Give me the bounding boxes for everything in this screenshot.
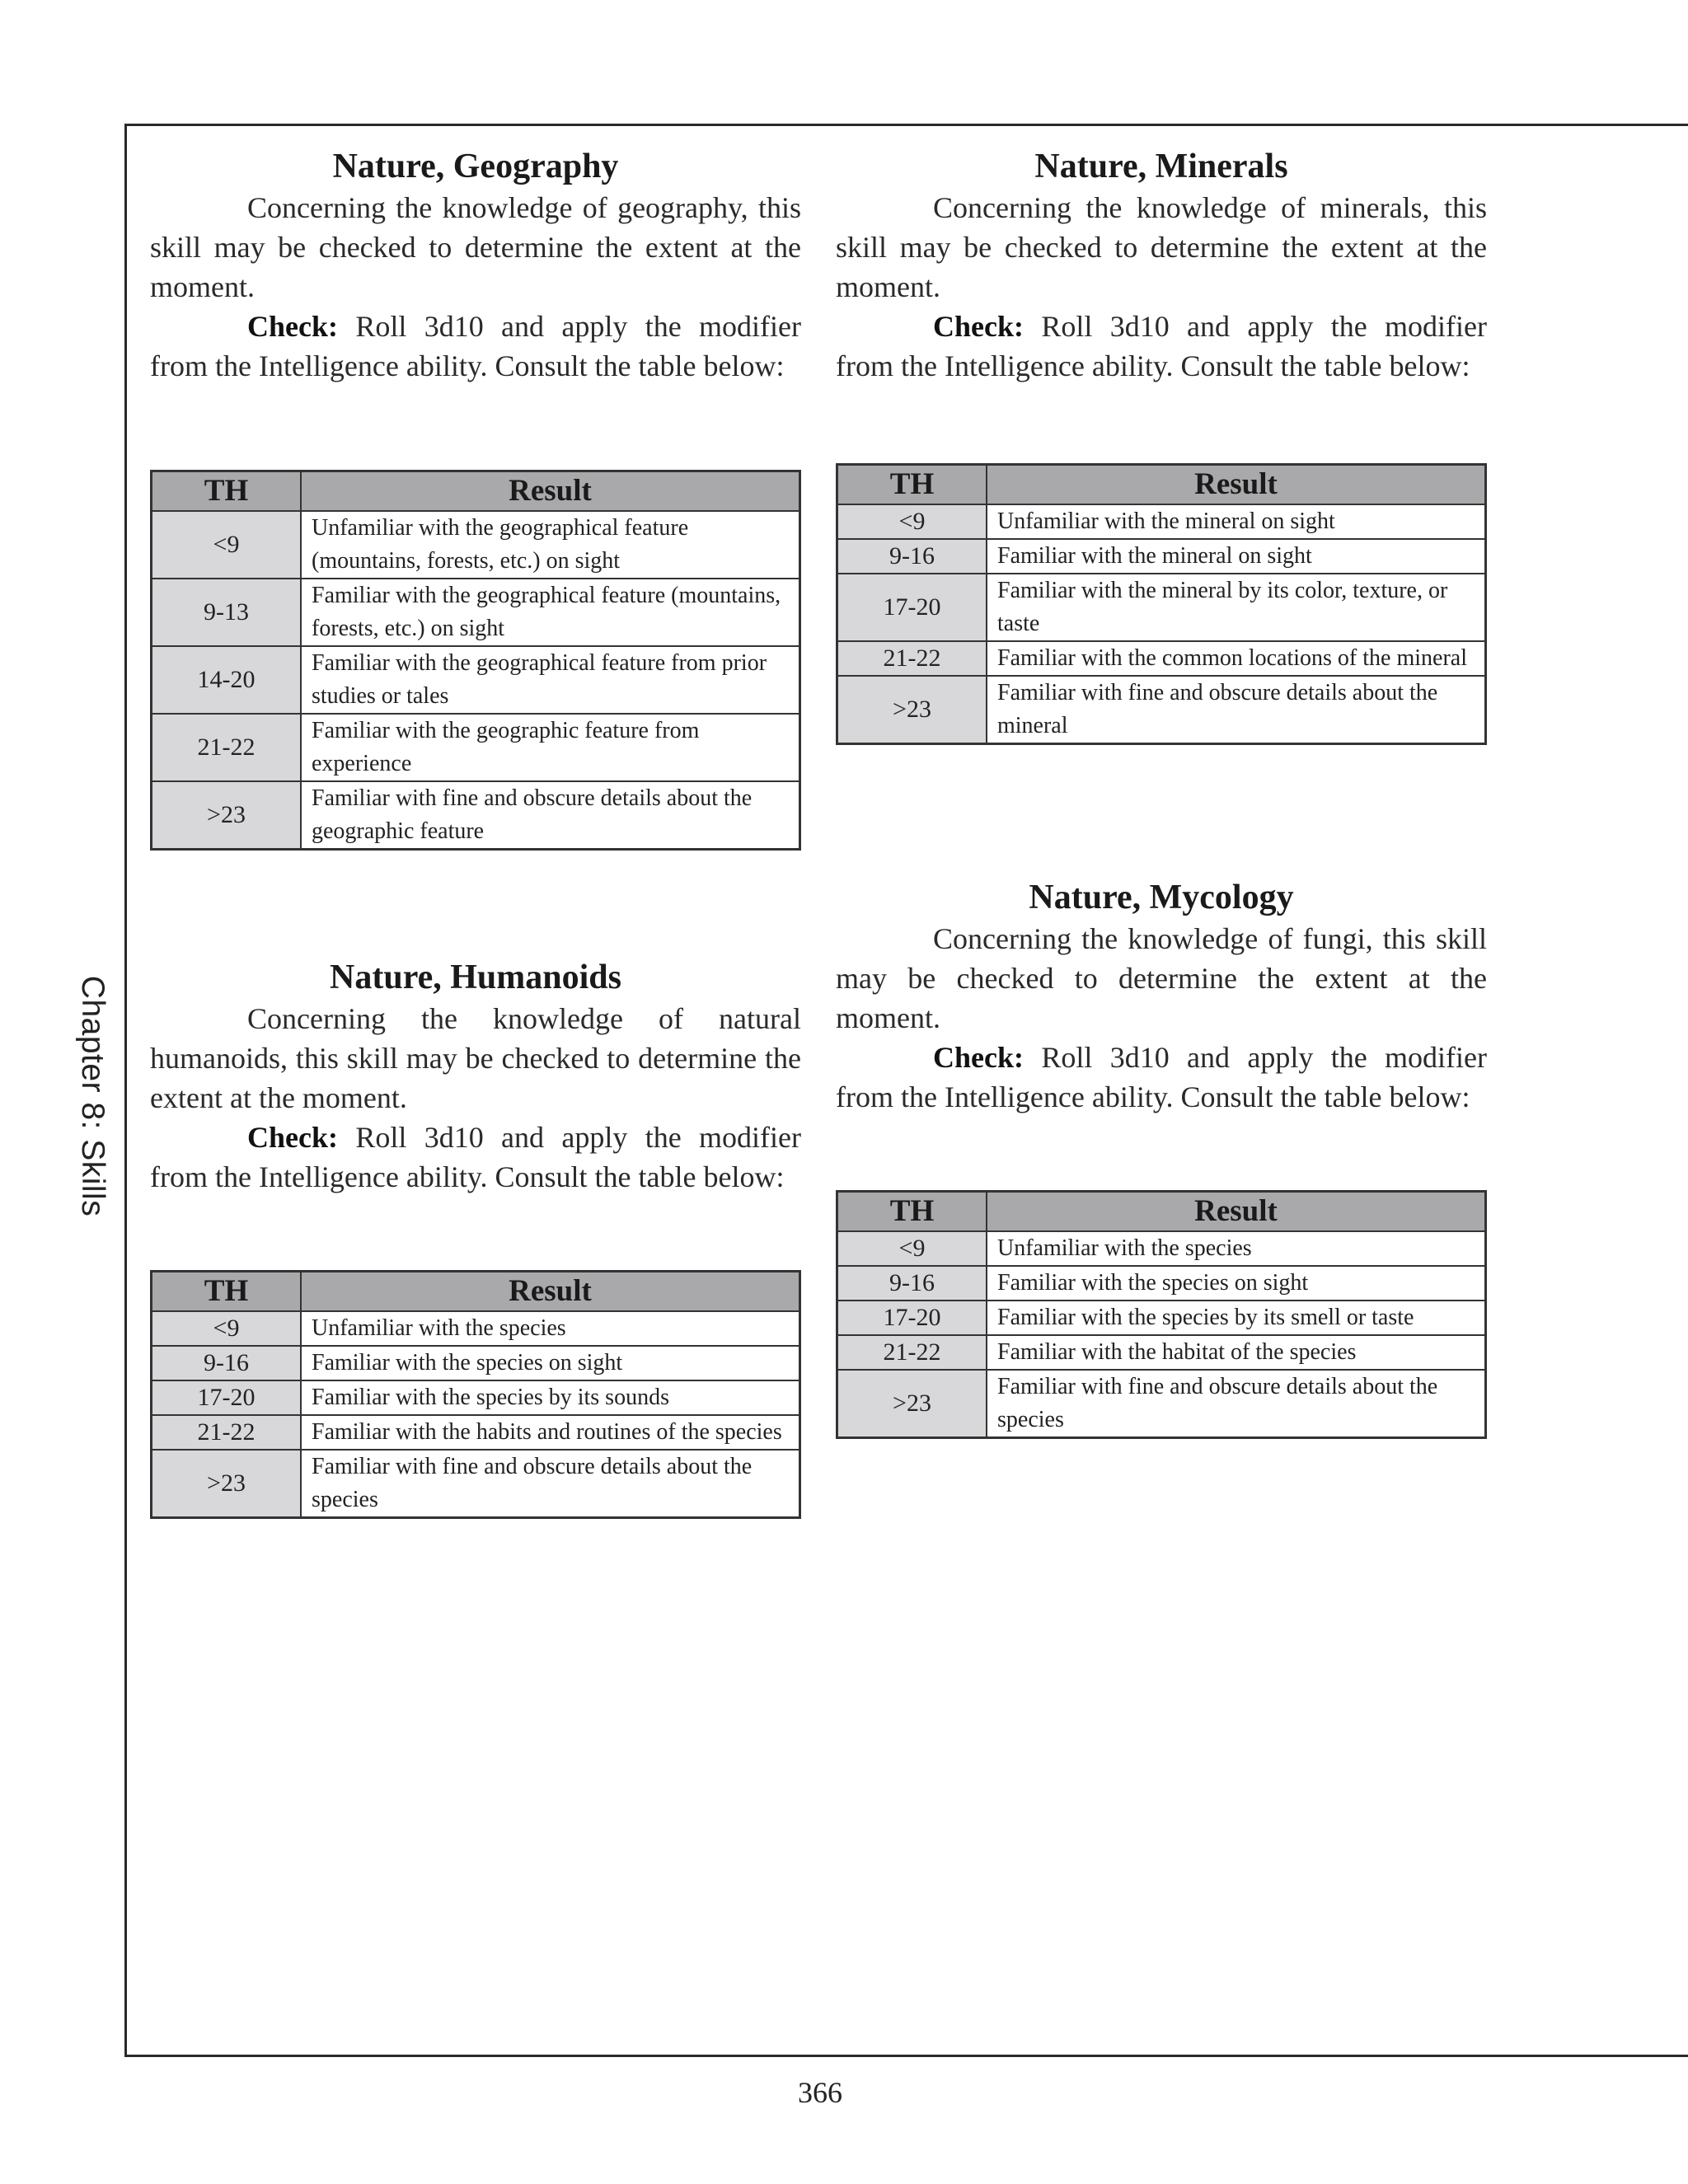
- result-cell: Familiar with fine and obscure details about the mineral: [987, 676, 1486, 744]
- result-header: Result: [987, 1192, 1486, 1232]
- table-row: [837, 539, 1486, 574]
- table-row: [152, 579, 800, 646]
- th-cell: <9: [837, 1231, 987, 1266]
- table-row: [837, 1266, 1486, 1301]
- section-check: [836, 1038, 1487, 1117]
- check-label: Check:: [247, 310, 338, 343]
- result-header: Result: [301, 1272, 800, 1312]
- th-cell: 14-20: [152, 646, 302, 714]
- table-row: [152, 1380, 800, 1415]
- th-cell: <9: [152, 1311, 302, 1346]
- th-header: TH: [152, 471, 302, 512]
- th-cell: <9: [152, 511, 302, 579]
- table-row: [837, 1335, 1486, 1370]
- result-header: Result: [987, 465, 1486, 505]
- result-cell: Unfamiliar with the mineral on sight: [987, 504, 1486, 539]
- table-header-row: [152, 1272, 800, 1312]
- th-header: TH: [837, 1192, 987, 1232]
- th-cell: 9-16: [152, 1346, 302, 1380]
- th-header: TH: [837, 465, 987, 505]
- table-body: [837, 1231, 1486, 1438]
- result-cell: Unfamiliar with the species: [987, 1231, 1486, 1266]
- th-cell: 9-13: [152, 579, 302, 646]
- table-header-row: [152, 471, 800, 512]
- chapter-side-label: [76, 956, 109, 1236]
- result-cell: Familiar with fine and obscure details about the species: [987, 1370, 1486, 1438]
- section-check: [150, 307, 801, 386]
- result-cell: Familiar with the habits and routines of the species: [301, 1415, 800, 1450]
- check-text: Roll 3d10 and apply the modifier from the Intelligence ability. Consult the table below:: [150, 1121, 801, 1193]
- th-cell: 21-22: [152, 1415, 302, 1450]
- result-header: Result: [301, 471, 800, 512]
- result-cell: Familiar with the geographic feature from experience: [301, 714, 800, 781]
- chapter-label-text: Chapter 8: Skills: [75, 975, 110, 1217]
- table-geography: [150, 470, 801, 851]
- table-row: [152, 714, 800, 781]
- check-text: Roll 3d10 and apply the modifier from the Intelligence ability. Consult the table below:: [836, 310, 1487, 382]
- check-label: Check:: [933, 1041, 1024, 1074]
- th-cell: 17-20: [837, 574, 987, 641]
- table-humanoids: [150, 1270, 801, 1519]
- th-cell: 21-22: [837, 1335, 987, 1370]
- table-body: [837, 504, 1486, 744]
- result-cell: Unfamiliar with the species: [301, 1311, 800, 1346]
- result-cell: Familiar with the species by its smell or taste: [987, 1301, 1486, 1335]
- table-header-row: [837, 465, 1486, 505]
- th-cell: 17-20: [837, 1301, 987, 1335]
- th-cell: >23: [152, 781, 302, 850]
- th-cell: >23: [837, 676, 987, 744]
- section-mycology: [836, 876, 1487, 1117]
- section-check: [836, 307, 1487, 386]
- section-intro: Concerning the knowledge of minerals, this skill may be checked to determine the extent at the moment.: [836, 191, 1487, 303]
- table-mycology: [836, 1190, 1487, 1439]
- table-row: [837, 1370, 1486, 1438]
- result-cell: Familiar with the common locations of the mineral: [987, 641, 1486, 676]
- section-humanoids: [150, 956, 801, 1197]
- table-row: [152, 1450, 800, 1518]
- result-cell: Familiar with the species by its sounds: [301, 1380, 800, 1415]
- table-row: [152, 646, 800, 714]
- th-cell: >23: [152, 1450, 302, 1518]
- section-intro: Concerning the knowledge of fungi, this skill may be checked to determine the extent at the moment.: [836, 922, 1487, 1034]
- table-row: [152, 1311, 800, 1346]
- result-cell: Unfamiliar with the geographical feature (mountains, forests, etc.) on sight: [301, 511, 800, 579]
- section-check: [150, 1118, 801, 1197]
- th-cell: >23: [837, 1370, 987, 1438]
- th-cell: 9-16: [837, 539, 987, 574]
- section-title: Nature, Minerals: [1034, 148, 1288, 185]
- table-row: [837, 1301, 1486, 1335]
- check-label: Check:: [933, 310, 1024, 343]
- table-row: [837, 1231, 1486, 1266]
- section-minerals: [836, 145, 1487, 386]
- table-row: [152, 511, 800, 579]
- table-row: [152, 1415, 800, 1450]
- check-text: Roll 3d10 and apply the modifier from the Intelligence ability. Consult the table below:: [150, 310, 801, 382]
- th-cell: <9: [837, 504, 987, 539]
- result-cell: Familiar with the geographical feature from prior studies or tales: [301, 646, 800, 714]
- result-cell: Familiar with the habitat of the species: [987, 1335, 1486, 1370]
- check-text: Roll 3d10 and apply the modifier from the Intelligence ability. Consult the table below:: [836, 1041, 1487, 1113]
- section-title: Nature, Mycology: [1029, 879, 1294, 916]
- result-cell: Familiar with the species on sight: [301, 1346, 800, 1380]
- section-intro: Concerning the knowledge of natural humanoids, this skill may be checked to determine the extent at the moment.: [150, 1002, 801, 1114]
- result-cell: Familiar with fine and obscure details about the species: [301, 1450, 800, 1518]
- table-header-row: [837, 1192, 1486, 1232]
- section-geography: [150, 145, 801, 386]
- section-intro: Concerning the knowledge of geography, this skill may be checked to determine the extent at the moment.: [150, 191, 801, 303]
- th-cell: 21-22: [837, 641, 987, 676]
- section-title: Nature, Geography: [332, 148, 619, 185]
- result-cell: Familiar with the mineral on sight: [987, 539, 1486, 574]
- result-cell: Familiar with the species on sight: [987, 1266, 1486, 1301]
- result-cell: Familiar with the geographical feature (mountains, forests, etc.) on sight: [301, 579, 800, 646]
- table-body: [152, 511, 800, 850]
- result-cell: Familiar with the mineral by its color, texture, or taste: [987, 574, 1486, 641]
- th-cell: 9-16: [837, 1266, 987, 1301]
- table-minerals: [836, 463, 1487, 745]
- table-row: [152, 1346, 800, 1380]
- page-number: 366: [798, 2076, 842, 2109]
- table-row: [837, 574, 1486, 641]
- table-row: [837, 676, 1486, 744]
- th-cell: 17-20: [152, 1380, 302, 1415]
- table-row: [837, 641, 1486, 676]
- check-label: Check:: [247, 1121, 338, 1154]
- table-row: [152, 781, 800, 850]
- result-cell: Familiar with fine and obscure details about the geographic feature: [301, 781, 800, 850]
- table-row: [837, 504, 1486, 539]
- table-body: [152, 1311, 800, 1518]
- th-cell: 21-22: [152, 714, 302, 781]
- th-header: TH: [152, 1272, 302, 1312]
- section-title: Nature, Humanoids: [330, 958, 621, 996]
